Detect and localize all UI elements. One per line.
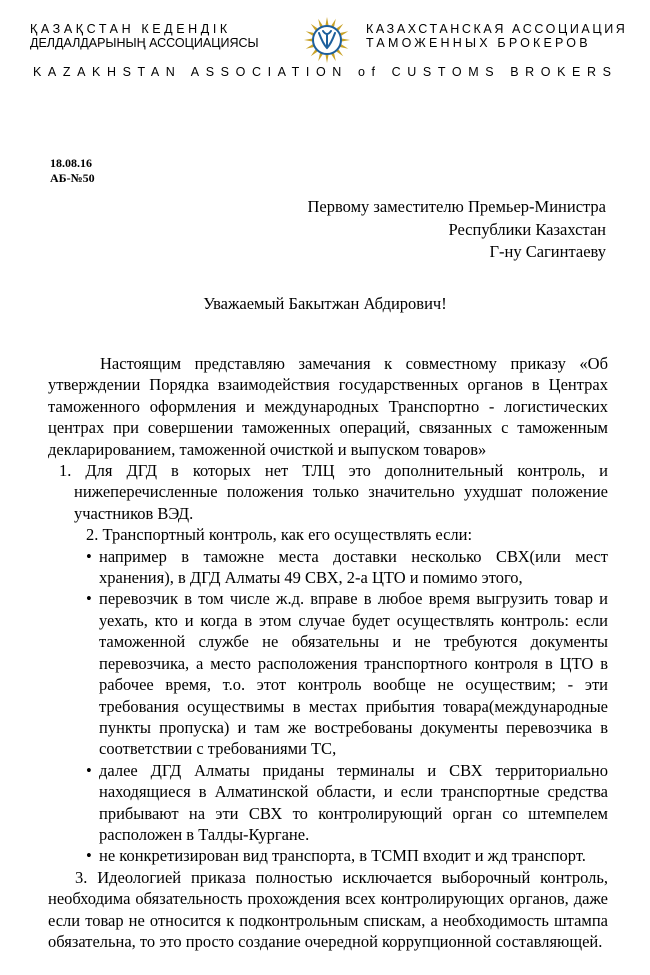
document-date: 18.08.16 [50,156,92,170]
letter-body [48,353,608,952]
document-meta [50,156,95,186]
bullet-icon: • [86,589,92,609]
bullet-icon: • [86,846,92,866]
emblem-ray [304,38,313,41]
addressee-line2: Республики Казахстан [448,219,606,239]
emblem-ray [325,17,328,26]
bullet-icon: • [86,546,92,566]
list-item [48,546,608,589]
association-emblem-icon [301,16,353,64]
letterhead-russian-line2: ТАМОЖЕННЫХ БРОКЕРОВ [366,36,591,50]
letterhead-english: KAZAKHSTAN ASSOCIATION of CUSTOMS BROKERS [33,65,618,79]
emblem-ray [341,38,350,41]
point-2: 2. Транспортный контроль, как его осуществлять если: [86,525,473,545]
bullet-icon: • [86,760,92,780]
addressee-line3: Г-ну Сагинтаеву [489,242,606,261]
letterhead-russian-line1: КАЗАХСТАНСКАЯ АССОЦИАЦИЯ [366,22,628,36]
document-number: АБ-№50 [50,171,95,185]
letterhead-kazakh [30,22,288,50]
list-item-text: далее ДГД Алматы приданы терминалы и СВХ территориально находящиеся в Алматинской области, и если транспортные средства прибывают на эти СВХ то контролирующий орган со штемпелем расположен в Талды-Кургане. [99,760,608,844]
list-item [48,845,608,866]
salutation: Уважаемый Бакытжан Абдирович! [203,294,447,313]
list-item-text: например в таможне места доставки несколько СВХ(или мест хранения), в ДГД Алматы 49 СВХ, 2-а ЦТО и помимо этого, [99,546,608,588]
point-2-bullet-list [48,546,608,867]
list-item [48,588,608,759]
list-item [48,760,608,846]
intro-paragraph: Настоящим представляю замечания к совместному приказу «Об утверждении Порядка взаимодействия государственных органов в Центрах таможенного оформления и международных Транспортно - логистических центрах при совершении таможенных операций, связанных с таможенным декларированием, таможенной очисткой и выпуском товаров» [48,354,608,459]
letterhead-kazakh-line2: ДЕЛДАЛДАРЫНЫҢ АССОЦИАЦИЯСЫ [30,36,259,50]
list-item-text: перевозчик в том числе ж.д. вправе в любое время выгрузить товар и уехать, кто и когда в этом случае будет осуществлять контроль: если таможенной службе не обязательны и не требуются документы перевозчика, а место расположения транспортного контроля в ЦТО в рабочее время, т.о. этот контроль вообще не осуществим; - эти требования осуществимы в местах прибытия товара(международные пункты пропуска) и там же востребованы документы перевозчика в соответствии с требованиями ТС, [99,589,608,759]
list-item-text: не конкретизирован вид транспорта, в ТСМП входит и жд транспорт. [99,846,586,866]
addressee-line1: Первому заместителю Премьер-Министра [307,197,606,216]
point-1: 1. Для ДГД в которых нет ТЛЦ это дополнительный контроль, и нижеперечисленные положения только значительно ухудшат положение участников ВЭД. [59,461,608,523]
emblem-ray [325,54,328,63]
letterhead-kazakh-line1: ҚАЗАҚСТАН КЕДЕНДІК [30,22,231,36]
letterhead-russian [366,22,628,50]
letterhead [0,0,650,90]
addressee-block [307,196,606,264]
point-3: 3. Идеологией приказа полностью исключается выборочный контроль, необходима обязательность прохождения всех контролирующих органов, даже если товар не относится к подконтрольным спискам, а необходимость штампа обязательна, то это просто создание очередной коррупционной составляющей. [48,867,608,951]
